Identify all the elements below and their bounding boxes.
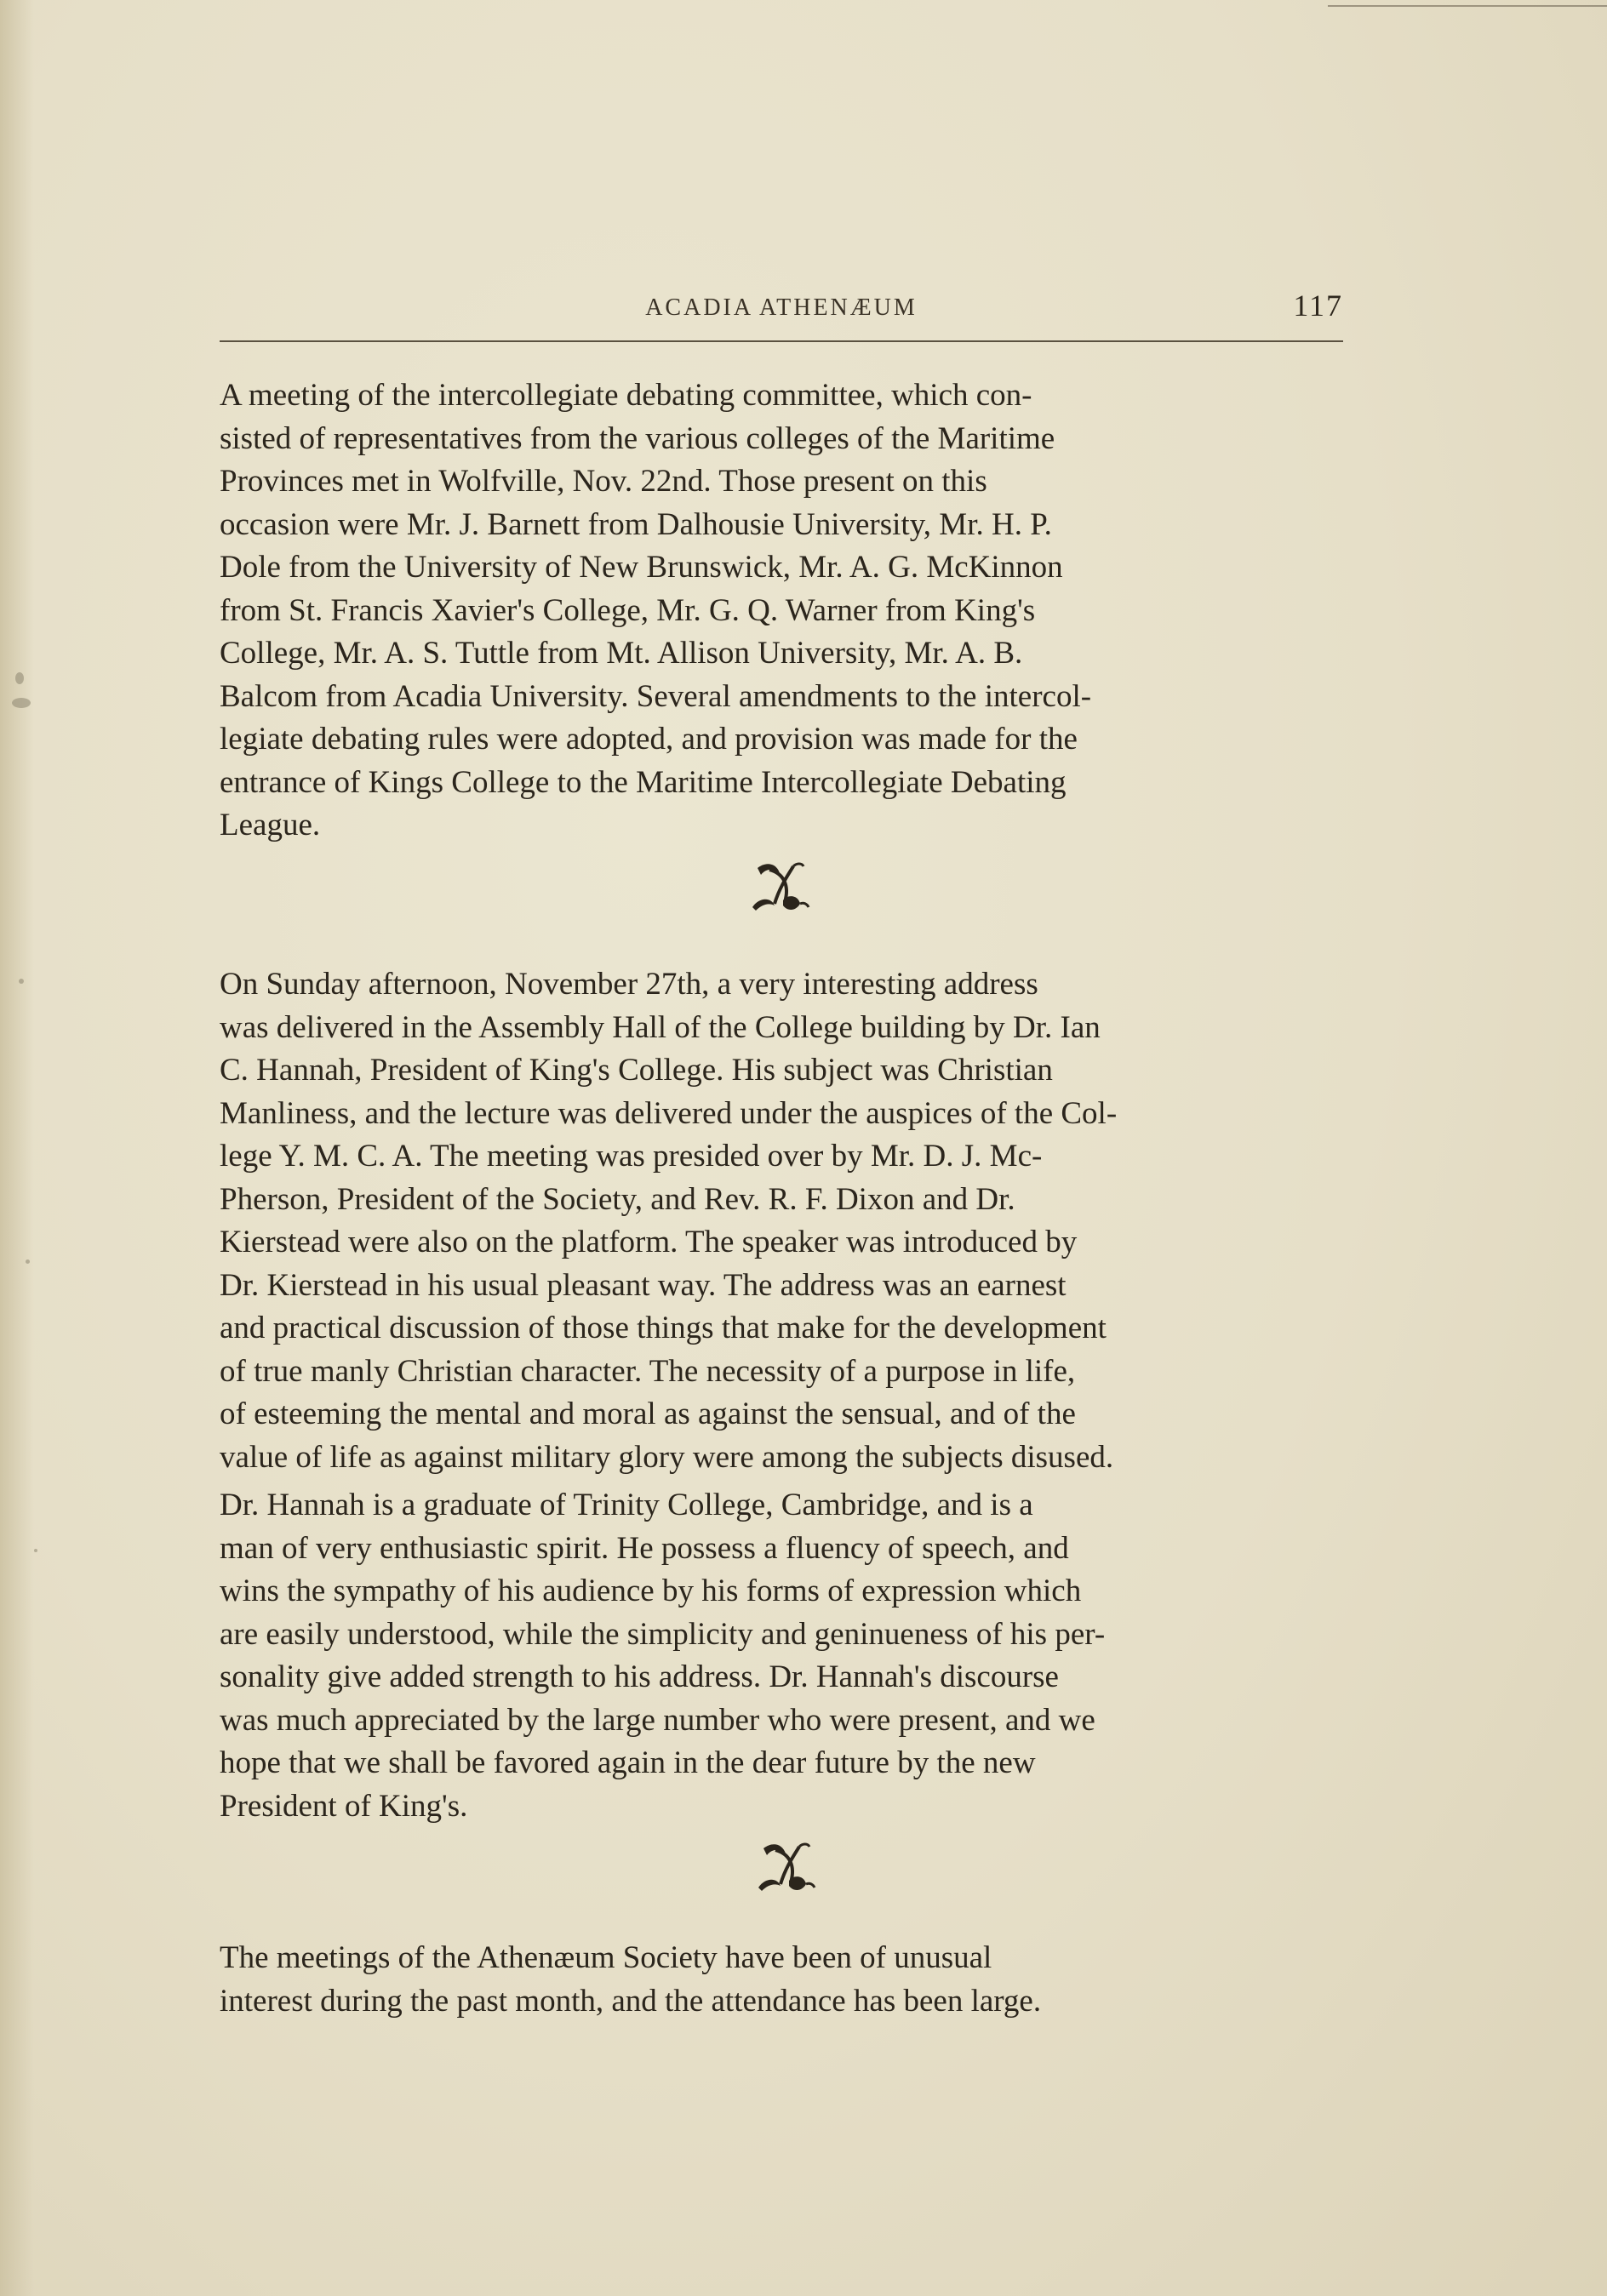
fleuron-icon [746, 1831, 823, 1908]
paper-speck [12, 698, 31, 708]
fleuron-icon [741, 851, 817, 928]
page-number: 117 [1293, 288, 1343, 323]
binding-shadow [0, 0, 34, 2296]
paper-speck [19, 979, 24, 984]
paragraph-athenaeum-meetings: The meetings of the Athenæum Society have been of unusual interest during the past month, and the attendance has been large. [220, 1940, 1042, 2019]
journal-title: ACADIA ATHENÆUM [645, 294, 918, 321]
paper-speck [26, 1259, 30, 1264]
paragraph-debating-committee: A meeting of the intercollegiate debating committee, which con- sisted of representatives from the various colleges of the Maritime Provinces met in Wolfville, Nov. 22nd. Those present on this occasion were Mr. J. Barnett from Dalhousie University, Mr. H. P. Dole from the University of New Brunswick, Mr. A. G. McKinnon from St. Francis Xavier's College, Mr. G. Q. Warner from King's College, Mr. A. S. Tuttle from Mt. Allison University, Mr. A. B. Balcom from Acadia University. Several amendments to the intercol- legiate debating rules were adopted, and provision was made for the entrance of Kings College to the Maritime Intercollegiate Debating League. [220, 378, 1092, 842]
paper-speck [34, 1549, 37, 1552]
paragraph-dr-hannah: Dr. Hannah is a graduate of Trinity College, Cambridge, and is a man of very enthusiastic spirit. He possess a fluency of speech, and wins the sympathy of his audience by his forms of expression which are easily understood, while the simplicity and geninueness of his per- sonality give added strength to his address. Dr. Hannah's discourse was much appreciated by the large number who were present, and we hope that we shall be favored again in the dear future by the new President of King's. [220, 1488, 1106, 1824]
running-head [220, 288, 1343, 339]
scan-edge-line [1328, 5, 1607, 7]
paper-speck [15, 672, 24, 684]
paragraph-sunday-address: On Sunday afternoon, November 27th, a very interesting address was delivered in the Assembly Hall of the College building by Dr. Ian C. Hannah, President of King's College. His subject was Christian Manliness, and the lecture was delivered under the auspices of the Col- lege Y. M. C. A. The meeting was presided over by Mr. D. J. Mc- Pherson, President of the Society, and Rev. R. F. Dixon and Dr. Kierstead were also on the platform. The speaker was introduced by Dr. Kierstead in his usual pleasant way. The address was an earnest and practical discussion of those things that make for the development of true manly Christian character. The necessity of a purpose in life, of esteeming the mental and moral as against the sensual, and of the value of life as against military glory were among the subjects disused. [220, 967, 1118, 1475]
header-rule [220, 340, 1343, 342]
